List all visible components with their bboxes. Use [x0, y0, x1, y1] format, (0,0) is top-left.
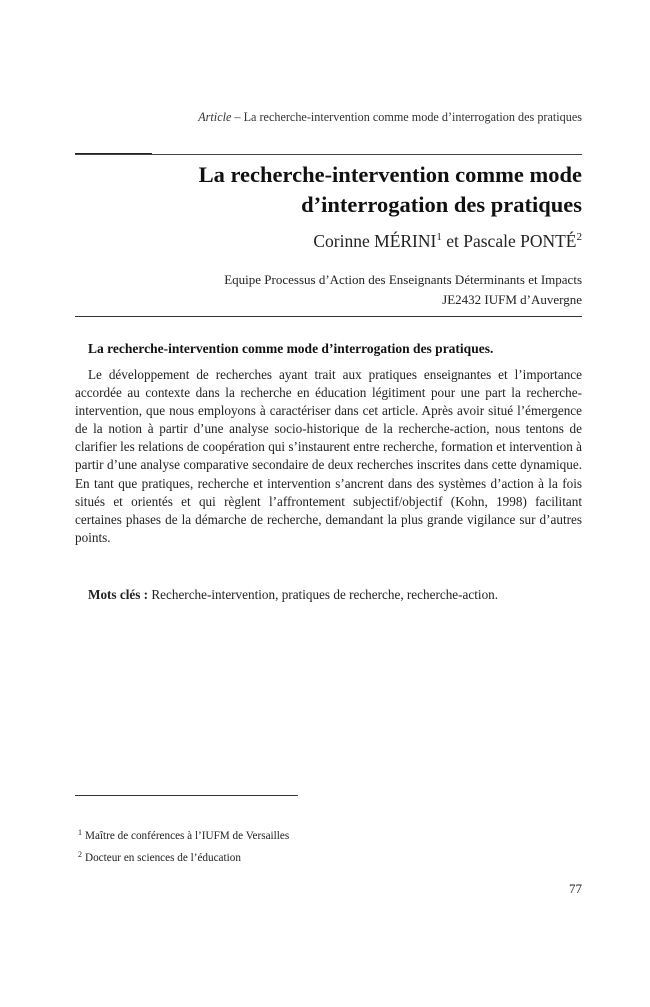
- footnote-1-marker: 1: [78, 828, 82, 837]
- footnote-1-text: Maître de conférences à l’IUFM de Versailles: [85, 830, 290, 842]
- running-head: [60, 110, 582, 125]
- section-rule: [75, 316, 582, 317]
- article-title-line-2: d’interrogation des pratiques: [301, 192, 582, 217]
- running-head-separator: –: [231, 110, 244, 124]
- footnote-2-text: Docteur en sciences de l’éducation: [85, 852, 241, 864]
- keywords-label: Mots clés :: [88, 587, 149, 602]
- abstract-body: Le développement de recherches ayant trait aux pratiques enseignantes et l’importance accordée au contexte dans la recherche en éducation légitiment pour une part la recherche-intervention, que nous employons à caractériser dans cet article. Après avoir situé l’émergence de la notion à partir d’une analyse socio-historique de la recherche-action, nous tentons de clarifier les relations de coopération qui s’instaurent entre recherche, formation et intervention à partir d’une analyse comparative secondaire de deux recherches inscrites dans cette dynamique. En tant que pratiques, recherche et intervention s’ancrent dans des systèmes d’action à la fois situés et orientés et qui règlent l’affrontement subjectif/objectif (Kohn, 1998) facilitant certaines phases de la démarche de recherche, demandant la plus grande vigilance sur d’autres points.: [75, 367, 582, 545]
- keywords: [75, 586, 582, 604]
- author-line: [100, 231, 582, 252]
- footnote-2-marker: 2: [78, 850, 82, 859]
- running-head-label: Article: [198, 110, 232, 124]
- running-head-text: La recherche-intervention comme mode d’interrogation des pratiques: [243, 110, 582, 124]
- affiliation: [100, 270, 582, 310]
- author-2: Pascale PONTÉ: [463, 231, 577, 251]
- article-title-line-1: La recherche-intervention comme mode: [198, 162, 582, 187]
- author-1-footnote-marker: 1: [436, 231, 442, 243]
- page-number: 77: [569, 881, 582, 896]
- header-rule: [75, 154, 582, 155]
- article-title: [100, 160, 582, 220]
- abstract-title: La recherche-intervention comme mode d’interrogation des pratiques.: [88, 341, 494, 356]
- affiliation-line-1: Equipe Processus d’Action des Enseignants Déterminants et Impacts: [224, 272, 582, 287]
- affiliation-line-2: JE2432 IUFM d’Auvergne: [442, 292, 582, 307]
- author-1: Corinne MÉRINI: [313, 231, 437, 251]
- footnote-1: [78, 830, 289, 842]
- author-2-footnote-marker: 2: [576, 231, 582, 243]
- author-conjunction: et: [441, 231, 464, 251]
- footnote-2: [78, 852, 241, 864]
- footnote-rule: [75, 795, 298, 796]
- keywords-text: Recherche-intervention, pratiques de recherche, recherche-action.: [148, 587, 499, 602]
